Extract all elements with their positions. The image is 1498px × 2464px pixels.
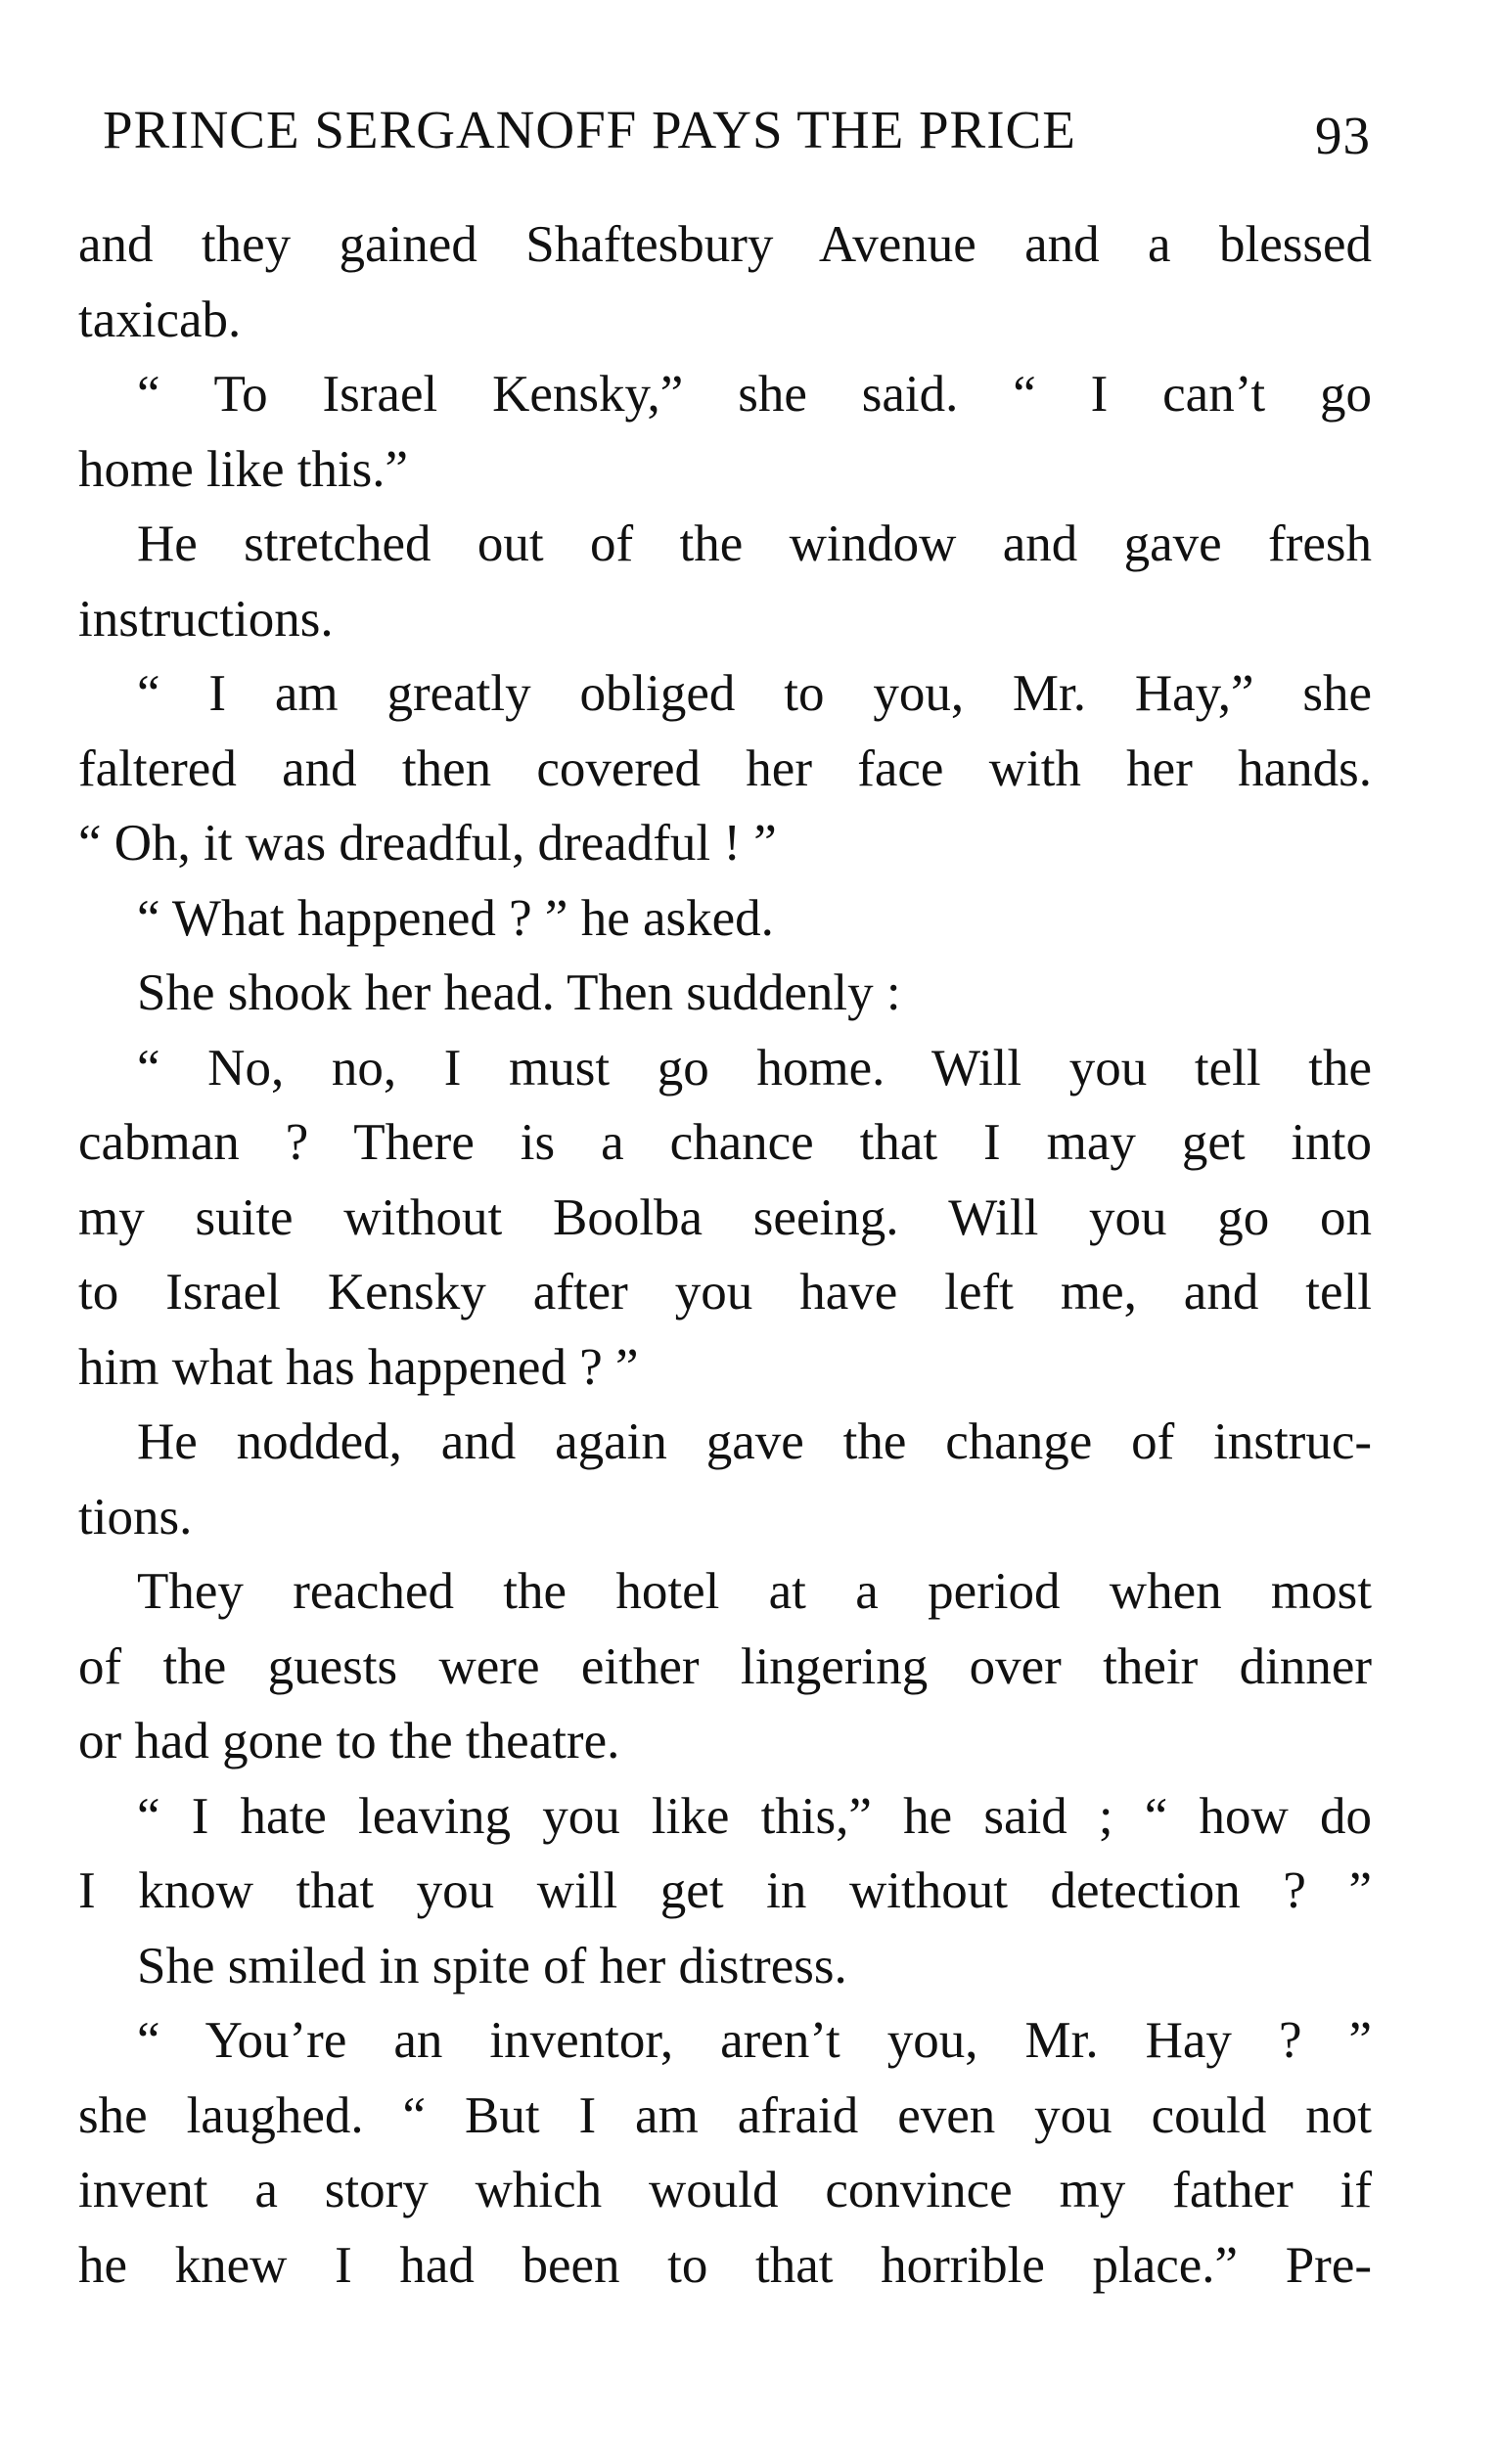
text-line: “ You’re an inventor, aren’t you, Mr. Hay ? ” (137, 2012, 1372, 2069)
text-line: taxicab. (78, 291, 242, 348)
running-title: PRINCE SERGANOFF PAYS THE PRICE (103, 100, 1076, 159)
text-line: He nodded, and again gave the change of instruc- (137, 1413, 1372, 1470)
text-line: she laughed. “ But I am afraid even you could not (78, 2086, 1372, 2144)
text-line: to Israel Kensky after you have left me, and tell (78, 1264, 1372, 1321)
text-line: “ Oh, it was dreadful, dreadful ! ” (78, 815, 777, 872)
text-line: “ I am greatly obliged to you, Mr. Hay,” she (137, 665, 1372, 722)
text-line: of the guests were either lingering over their dinner (78, 1637, 1372, 1695)
text-line: She smiled in spite of her distress. (137, 1937, 847, 1994)
text-line: He stretched out of the window and gave fresh (137, 515, 1372, 572)
text-line: invent a story which would convince my father if (78, 2162, 1372, 2218)
text-line: my suite without Boolba seeing. Will you go on (78, 1188, 1372, 1246)
running-head (103, 96, 1371, 164)
body-text (78, 207, 1372, 2303)
page-number: 93 (1315, 106, 1371, 165)
text-line: “ No, no, I must go home. Will you tell the (137, 1039, 1372, 1097)
text-line: instructions. (78, 590, 334, 648)
text-line: She shook her head. Then suddenly : (137, 964, 901, 1021)
text-line: “ What happened ? ” he asked. (137, 889, 774, 947)
text-line: They reached the hotel at a period when most (137, 1563, 1372, 1620)
text-line: cabman ? There is a chance that I may get into (78, 1114, 1372, 1171)
text-line: “ To Israel Kensky,” she said. “ I can’t go (137, 366, 1372, 423)
text-line: tions. (78, 1488, 193, 1546)
text-line: him what has happened ? ” (78, 1338, 639, 1396)
text-line: and they gained Shaftesbury Avenue and a blessed (78, 216, 1372, 273)
text-line: “ I hate leaving you like this,” he said ; “ how do (137, 1787, 1372, 1845)
text-line: I know that you will get in without detection ? ” (78, 1862, 1372, 1919)
text-line: faltered and then covered her face with her hands. (78, 739, 1372, 797)
text-line: home like this.” (78, 440, 409, 498)
text-line: or had gone to the theatre. (78, 1713, 620, 1770)
text-line: he knew I had been to that horrible place.” Pre- (78, 2236, 1372, 2294)
